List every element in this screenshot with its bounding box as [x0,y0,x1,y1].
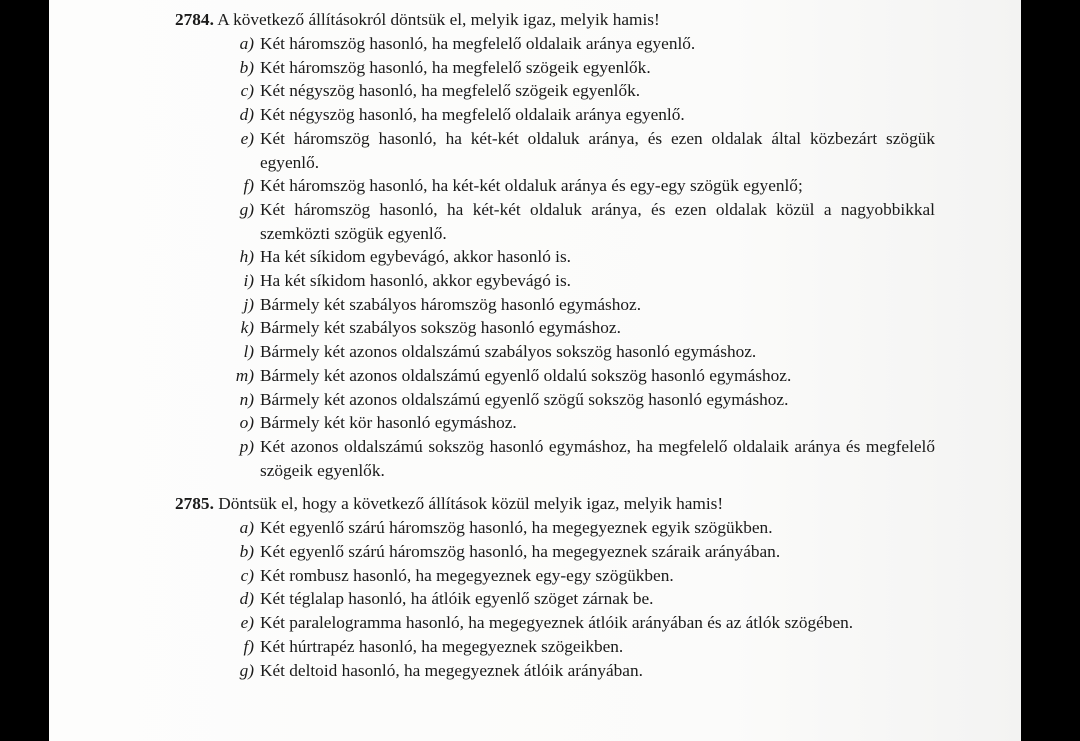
statement-text: Bármely két azonos oldalszámú egyenlő szögű sokszög hasonló egymáshoz. [260,389,789,409]
problem-2785-statements [175,516,935,682]
statement-text: Ha két síkidom hasonló, akkor egybevágó is. [260,271,572,291]
statement-text: Bármely két azonos oldalszámú szabályos sokszög hasonló egymáshoz. [260,342,757,362]
problem-prompt: A következő állításokról döntsük el, melyik igaz, melyik hamis! [217,10,660,29]
statement-text: Bármely két szabályos háromszög hasonló egymáshoz. [260,294,642,314]
statement-item [175,269,935,293]
textbook-page [49,0,1021,741]
problem-2785-heading [175,492,935,516]
statement-label: h) [239,247,254,267]
statement-item [175,245,935,269]
statement-label: e) [240,613,254,633]
statement-item [175,388,935,412]
statement-item [175,516,935,540]
statement-text: Két téglalap hasonló, ha átlóik egyenlő szöget zárnak be. [260,589,654,609]
statement-item [175,540,935,564]
statement-label: a) [239,518,254,538]
statement-text: Két háromszög hasonló, ha két-két oldaluk aránya és egy-egy szögük egyenlő; [260,176,803,196]
statement-item [175,340,935,364]
statement-label: c) [240,565,254,585]
problem-prompt: Döntsük el, hogy a következő állítások közül melyik igaz, melyik hamis! [218,494,724,514]
statement-label: e) [240,128,254,148]
statement-text: Két azonos oldalszámú sokszög hasonló egymáshoz, ha megfelelő oldalaik aránya és megfelelő szögeik egyenlők. [260,436,935,480]
statement-label: d) [239,105,254,125]
statement-text: Két háromszög hasonló, ha két-két oldaluk aránya, és ezen oldalak által közbezárt szögük egyenlő. [260,128,935,172]
statement-item [175,174,935,198]
statement-item [175,127,935,174]
section-gap [175,482,935,492]
statement-label: k) [240,318,254,338]
statement-text: Bármely két azonos oldalszámú egyenlő oldalú sokszög hasonló egymáshoz. [260,365,792,385]
statement-label: g) [239,660,254,680]
statement-text: Két rombusz hasonló, ha megegyeznek egy-egy szögükben. [260,565,674,585]
statement-item [175,611,935,635]
statement-item [175,32,935,56]
statement-text: Két paralelogramma hasonló, ha megegyeznek átlóik arányában és az átlók szögében. [260,613,854,633]
problem-number: 2784. [175,10,214,29]
statement-label: a) [239,34,254,53]
statement-label: l) [243,342,254,362]
statement-text: Két négyszög hasonló, ha megfelelő oldalaik aránya egyenlő. [260,105,685,125]
statement-text: Két háromszög hasonló, ha két-két oldaluk aránya, és ezen oldalak közül a nagyobbikkal szemközti szögük egyenlő. [260,199,935,243]
statement-label: b) [239,542,254,562]
statement-item [175,659,935,683]
statement-text: Két egyenlő szárú háromszög hasonló, ha megegyeznek egyik szögükben. [260,518,773,538]
statement-label: m) [235,365,254,385]
statement-label: g) [239,199,254,219]
problem-2784-heading [175,8,935,32]
statement-item [175,411,935,435]
statement-label: d) [239,589,254,609]
statement-label: f) [243,636,254,656]
statement-item [175,79,935,103]
statement-text: Két négyszög hasonló, ha megfelelő szögeik egyenlők. [260,81,641,101]
statement-item [175,198,935,245]
statement-item [175,364,935,388]
statement-text: Két húrtrapéz hasonló, ha megegyeznek szögeikben. [260,636,624,656]
statement-label: j) [243,294,254,314]
statement-label: c) [240,81,254,101]
problem-text [175,8,935,682]
statement-item [175,316,935,340]
statement-label: b) [239,57,254,77]
statement-text: Ha két síkidom egybevágó, akkor hasonló is. [260,247,572,267]
statement-label: i) [243,271,254,291]
statement-item [175,587,935,611]
statement-label: o) [239,413,254,433]
statement-label: n) [239,389,254,409]
statement-text: Két háromszög hasonló, ha megfelelő oldalaik aránya egyenlő. [260,34,696,53]
statement-text: Két deltoid hasonló, ha megegyeznek átlóik arányában. [260,660,643,680]
statement-item [175,564,935,588]
statement-text: Bármely két szabályos sokszög hasonló egymáshoz. [260,318,621,338]
statement-item [175,293,935,317]
statement-label: p) [239,436,254,456]
problem-number: 2785. [175,494,214,514]
statement-item [175,435,935,482]
statement-text: Bármely két kör hasonló egymáshoz. [260,413,517,433]
statement-label: f) [243,176,254,196]
problem-2784-statements [175,32,935,482]
statement-item [175,56,935,80]
statement-text: Két háromszög hasonló, ha megfelelő szögeik egyenlők. [260,57,651,77]
statement-item [175,635,935,659]
statement-text: Két egyenlő szárú háromszög hasonló, ha megegyeznek száraik arányában. [260,542,781,562]
statement-item [175,103,935,127]
